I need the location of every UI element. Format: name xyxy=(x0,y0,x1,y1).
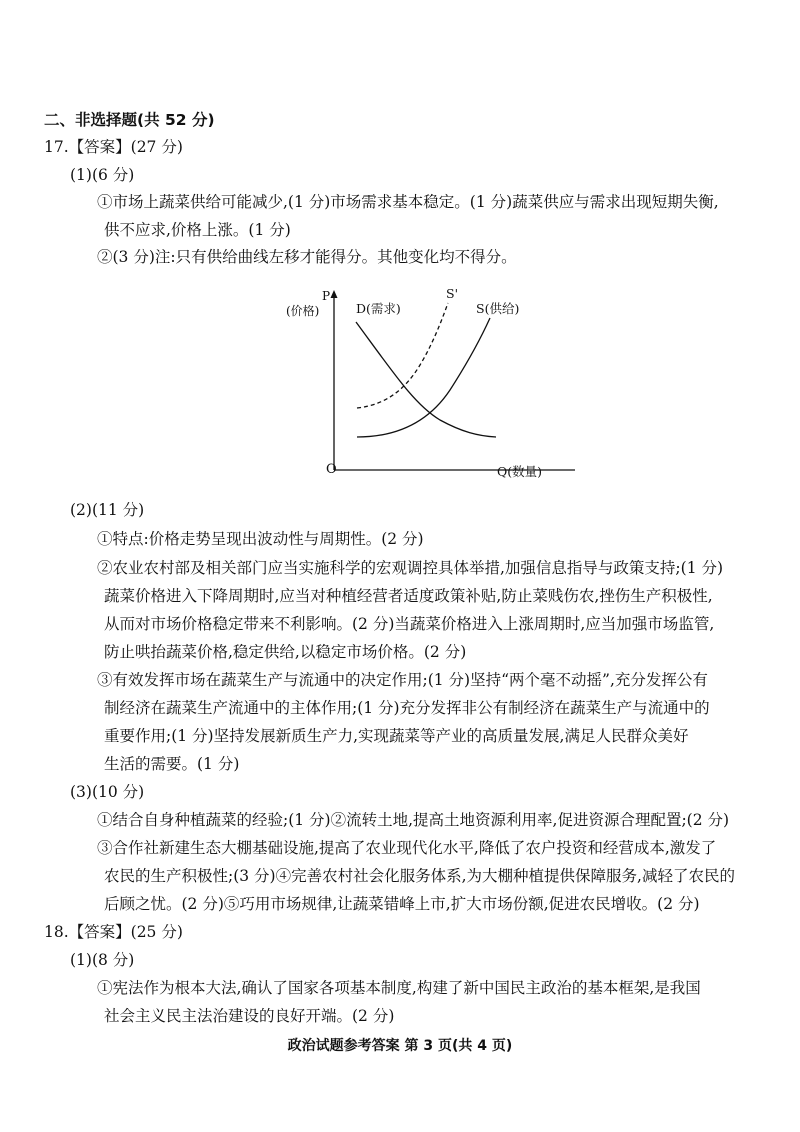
q17-part1-item1-line1: ①市场上蔬菜供给可能减少,(1 分)市场需求基本稳定。(1 分)蔬菜供应与需求出现短期失衡, xyxy=(97,193,719,211)
q17-part2-line9: 生活的需要。(1 分) xyxy=(104,755,240,773)
q17-part2-label: (2)(11 分) xyxy=(70,501,145,519)
origin-label: O xyxy=(326,462,337,477)
q17-part3-line3: 农民的生产积极性;(3 分)④完善农村社会化服务体系,为大棚种植提供保障服务,减轻了农民的 xyxy=(104,867,735,885)
q17-part3-line4: 后顾之忧。(2 分)⑤巧用市场规律,让蔬菜错峰上市,扩大市场份额,促进农民增收。(2 分) xyxy=(104,895,700,913)
q18-part1-label: (1)(8 分) xyxy=(70,951,135,969)
question-18-header: 18.【答案】(25 分) xyxy=(44,923,183,941)
q17-part2-line2: ②农业农村部及相关部门应当实施科学的宏观调控具体举措,加强信息指导与政策支持;(1 分) xyxy=(97,559,724,577)
q17-part3-line1: ①结合自身种植蔬菜的经验;(1 分)②流转土地,提高土地资源利用率,促进资源合理配置;(2 分) xyxy=(97,811,730,829)
q18-part1-line2: 社会主义民主法治建设的良好开端。(2 分) xyxy=(104,1007,395,1025)
shifted-supply-curve xyxy=(357,303,448,408)
q17-part2-line3: 蔬菜价格进入下降周期时,应当对种植经营者适度政策补贴,防止菜贱伤农,挫伤生产积极性, xyxy=(104,587,713,605)
q17-part2-line6: ③有效发挥市场在蔬菜生产与流通中的决定作用;(1 分)坚持“两个毫不动摇”,充分发挥公有 xyxy=(97,671,708,689)
q17-part1-label: (1)(6 分) xyxy=(70,166,135,184)
q17-part1-item1-line2: 供不应求,价格上涨。(1 分) xyxy=(104,221,291,239)
q17-part2-line4: 从而对市场价格稳定带来不利影响。(2 分)当蔬菜价格进入上涨周期时,应当加强市场监管, xyxy=(104,615,715,633)
question-17-header: 17.【答案】(27 分) xyxy=(44,138,183,156)
page-footer: 政治试题参考答案 第 3 页(共 4 页) xyxy=(287,1038,513,1054)
q-axis-label: Q(数量) xyxy=(497,464,543,479)
shifted-supply-label: S' xyxy=(446,286,458,301)
p-axis-unit: (价格) xyxy=(286,304,320,318)
demand-label: D(需求) xyxy=(356,301,401,316)
supply-label: S(供给) xyxy=(476,301,520,316)
q17-part2-line7: 制经济在蔬菜生产流通中的主体作用;(1 分)充分发挥非公有制经济在蔬菜生产与流通中的 xyxy=(104,699,710,717)
supply-curve xyxy=(357,318,490,437)
y-axis-arrow xyxy=(331,290,338,298)
q17-part2-line5: 防止哄抬蔬菜价格,稳定供给,以稳定市场价格。(2 分) xyxy=(104,643,467,661)
q17-part2-line8: 重要作用;(1 分)坚持发展新质生产力,实现蔬菜等产业的高质量发展,满足人民群众美好 xyxy=(104,727,689,745)
p-axis-label: P xyxy=(322,289,331,303)
q17-part1-item2: ②(3 分)注:只有供给曲线左移才能得分。其他变化均不得分。 xyxy=(97,248,517,266)
q17-part3-line2: ③合作社新建生态大棚基础设施,提高了农业现代化水平,降低了农户投资和经营成本,激发了 xyxy=(97,839,717,857)
q17-part3-label: (3)(10 分) xyxy=(70,783,145,801)
section-title: 二、非选择题(共 52 分) xyxy=(44,111,215,129)
q17-part2-line1: ①特点:价格走势呈现出波动性与周期性。(2 分) xyxy=(97,530,424,548)
demand-curve xyxy=(356,322,496,437)
q18-part1-line1: ①宪法作为根本大法,确认了国家各项基本制度,构建了新中国民主政治的基本框架,是我国 xyxy=(97,979,701,997)
